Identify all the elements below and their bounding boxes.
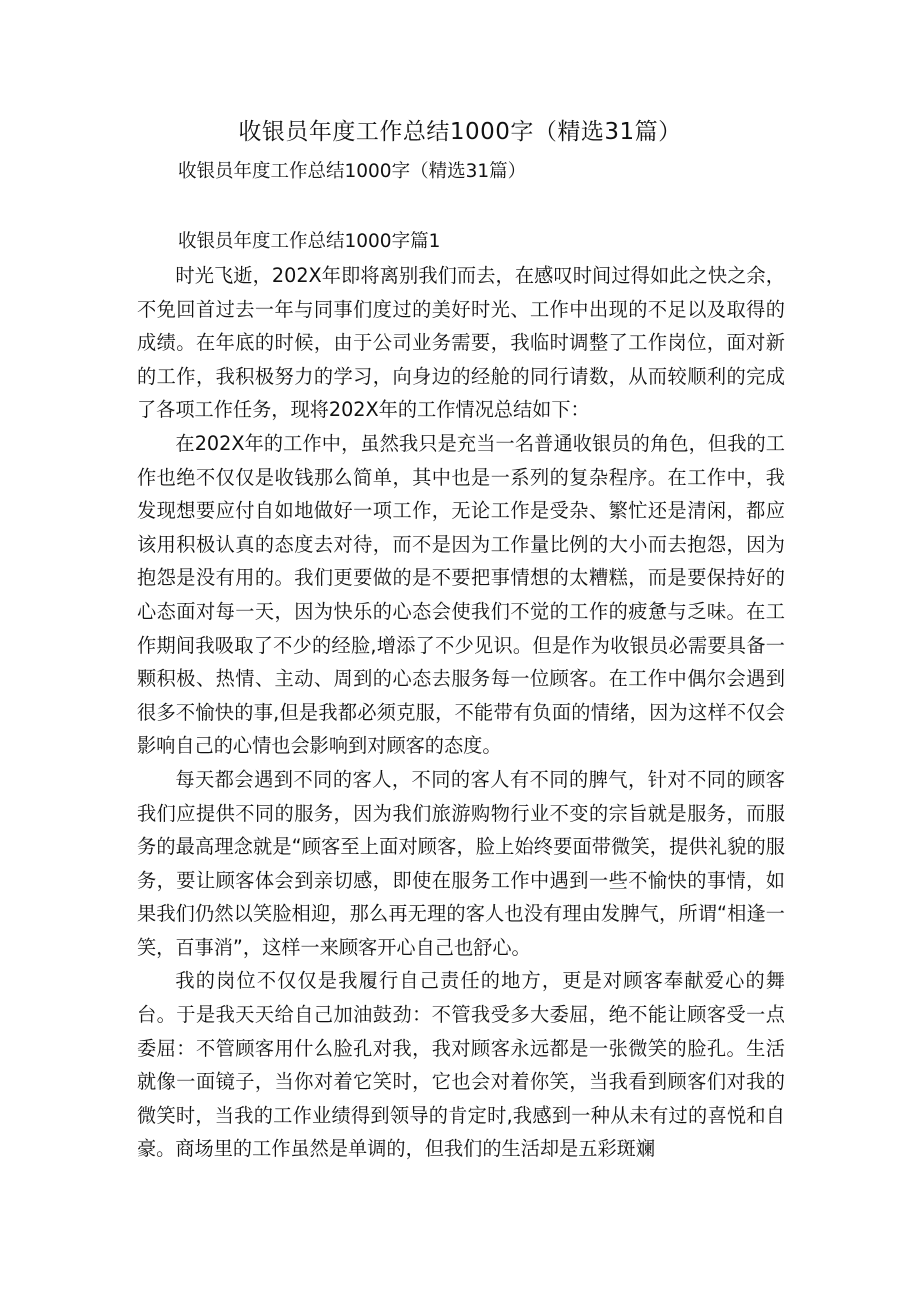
paragraph: 时光飞逝，202X年即将离别我们而去，在感叹时间过得如此之快之余，不免回首过去一年与同事们度过的美好时光、工作中出现的不足以及取得的成绩。在年底的时候，由于公司业务需要，我临时调整了工作岗位，面对新的工作，我积极努力的学习，向身边的经舱的同行请数，从而较顺利的完成了各项工作任务，现将202X年的工作情况总结如下： [137,264,785,422]
paragraph: 我的岗位不仅仅是我履行自己责任的地方，更是对顾客奉献爱心的舞台。于是我天天给自己加油鼓劲：不管我受多大委屈，绝不能让顾客受一点委屈：不管顾客用什么脸孔对我，我对顾客永远都是一张微笑的脸孔。生活就像一面镜子，当你对着它笑时，它也会对着你笑，当我看到顾客们对我的微笑时，当我的工作业绩得到领导的肯定时,我感到一种从未有过的喜悦和自豪。商场里的工作虽然是单调的，但我们的生活却是五彩斑斓 [137,969,785,1161]
paragraph: 在202X年的工作中，虽然我只是充当一名普通收银员的角色，但我的工作也绝不仅仅是收钱那么简单，其中也是一系列的复杂程序。在工作中，我发现想要应付自如地做好一项工作，无论工作是受杂、繁忙还是清闲，都应该用积极认真的态度去对待，而不是因为工作量比例的大小而去抱怨，因为抱怨是没有用的。我们更要做的是不要把事情想的太糟糕，而是要保持好的心态面对每一天，因为快乐的心态会使我们不觉的工作的疲惫与乏味。在工作期间我吸取了不少的经脸,增添了不少见识。但是作为收银员必需要具备一颗积极、热情、主动、周到的心态去服务每一位顾客。在工作中偶尔会遇到很多不愉快的事,但是我都必须克服，不能带有负面的情绪，因为这样不仅会影响自己的心情也会影响到对顾客的态度。 [137,431,785,758]
document-title: 收银员年度工作总结1000字（精选31篇） [238,119,682,145]
paragraph: 每天都会遇到不同的客人，不同的客人有不同的脾气，针对不同的顾客我们应提供不同的服务，因为我们旅游购物行业不变的宗旨就是服务，而服务的最高理念就是“顾客至上面对顾客，脸上始终要面带微笑，提供礼貌的服务，要让顾客体会到亲切感，即使在服务工作中遇到一些不愉快的事情，如果我们仍然以笑脸相迎，那么再无理的客人也没有理由发脾气，所谓“相逢一笑，百事消”，这样一来顾客开心自己也舒心。 [137,767,785,959]
document-body [137,259,785,1166]
section-heading: 收银员年度工作总结1000字篇1 [178,231,441,252]
document-subtitle: 收银员年度工作总结1000字（精选31篇） [178,161,527,182]
